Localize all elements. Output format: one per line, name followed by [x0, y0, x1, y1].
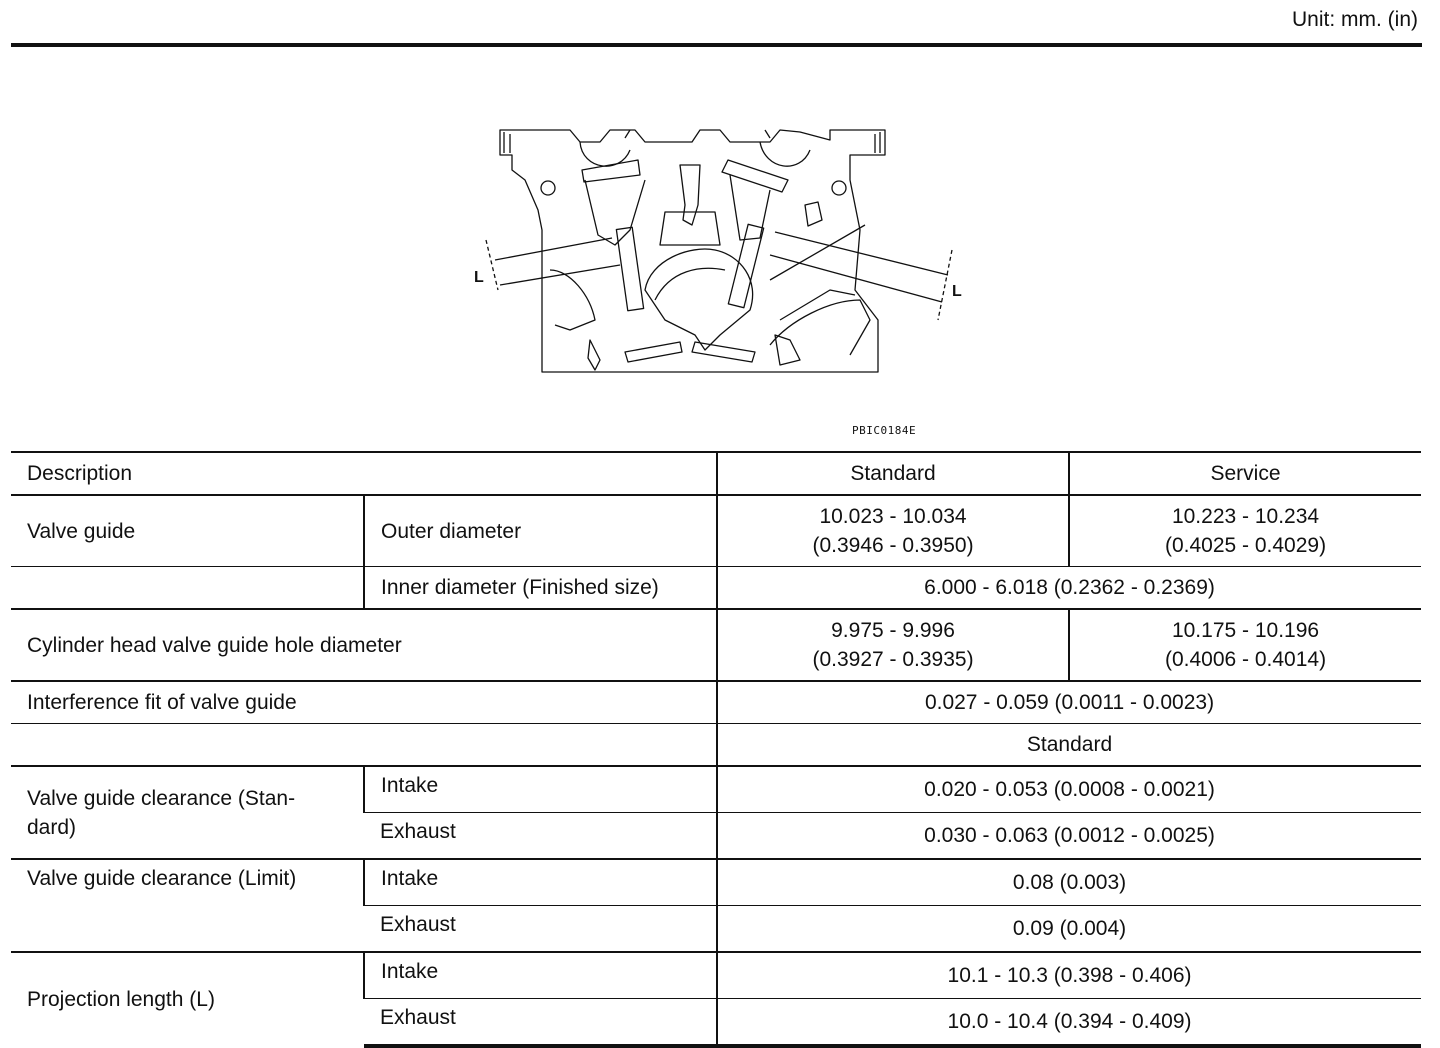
row-sublabel-intake: Intake	[364, 766, 717, 813]
outer-diameter-service: 10.223 - 10.234 (0.4025 - 0.4029)	[1069, 495, 1421, 567]
row-sublabel-exhaust: Exhaust	[364, 813, 717, 860]
empty-cell	[11, 724, 717, 767]
table-row	[11, 495, 1421, 567]
row-sublabel-exhaust: Exhaust	[364, 906, 717, 953]
dimension-line-left	[495, 238, 612, 260]
standard-subheader: Standard	[717, 724, 1421, 767]
clearance-limit-intake-value: 0.08 (0.003)	[717, 859, 1421, 906]
valve-guide-spec-table	[11, 451, 1421, 1048]
clearance-standard-intake-value: 0.020 - 0.053 (0.0008 - 0.0021)	[717, 766, 1421, 813]
bolt-hole-right	[832, 181, 846, 195]
table-row	[11, 766, 1421, 813]
empty-cell	[11, 567, 364, 610]
row-label-valve-guide: Valve guide	[11, 495, 364, 567]
row-sublabel-outer-diameter: Outer diameter	[364, 495, 717, 567]
unit-label: Unit: mm. (in)	[1292, 8, 1418, 31]
table-row	[11, 952, 1421, 999]
bolt-hole-left	[541, 181, 555, 195]
projection-intake-value: 10.1 - 10.3 (0.398 - 0.406)	[717, 952, 1421, 999]
head-outline	[500, 130, 885, 372]
table-row	[11, 567, 1421, 610]
clearance-limit-exhaust-value: 0.09 (0.004)	[717, 906, 1421, 953]
table-row	[11, 859, 1421, 906]
combustion-chamber	[645, 249, 753, 350]
valve-guide-right	[728, 224, 763, 307]
dimension-label-left: L	[474, 269, 484, 286]
table-row	[11, 609, 1421, 681]
table-row	[11, 681, 1421, 724]
header-description: Description	[11, 452, 717, 495]
row-sublabel-intake: Intake	[364, 952, 717, 999]
clearance-standard-exhaust-value: 0.030 - 0.063 (0.0012 - 0.0025)	[717, 813, 1421, 860]
interference-fit-value: 0.027 - 0.059 (0.0011 - 0.0023)	[717, 681, 1421, 724]
header-standard: Standard	[717, 452, 1069, 495]
figure-code: PBIC0184E	[852, 424, 917, 437]
row-label-projection-length: Projection length (L)	[11, 952, 364, 1046]
row-sublabel-inner-diameter: Inner diameter (Finished size)	[364, 567, 717, 610]
header-service: Service	[1069, 452, 1421, 495]
dimension-label-right: L	[952, 283, 962, 300]
row-label-clearance-limit: Valve guide clearance (Limit)	[11, 859, 364, 952]
row-label-hole-diameter: Cylinder head valve guide hole diameter	[11, 609, 717, 681]
table-header-row	[11, 452, 1421, 495]
row-label-clearance-standard: Valve guide clearance (Stan- dard)	[11, 766, 364, 859]
top-rule	[11, 43, 1422, 47]
outer-diameter-standard: 10.023 - 10.034 (0.3946 - 0.3950)	[717, 495, 1069, 567]
inner-diameter-value: 6.000 - 6.018 (0.2362 - 0.2369)	[717, 567, 1421, 610]
cylinder-head-diagram	[470, 120, 970, 380]
table-row	[11, 724, 1421, 767]
row-sublabel-intake: Intake	[364, 859, 717, 906]
row-sublabel-exhaust: Exhaust	[364, 999, 717, 1047]
row-label-interference-fit: Interference fit of valve guide	[11, 681, 717, 724]
projection-exhaust-value: 10.0 - 10.4 (0.394 - 0.409)	[717, 999, 1421, 1047]
hole-diameter-standard: 9.975 - 9.996 (0.3927 - 0.3935)	[717, 609, 1069, 681]
cam-bore-right	[760, 142, 810, 166]
dimension-line-right	[775, 232, 948, 275]
hole-diameter-service: 10.175 - 10.196 (0.4006 - 0.4014)	[1069, 609, 1421, 681]
